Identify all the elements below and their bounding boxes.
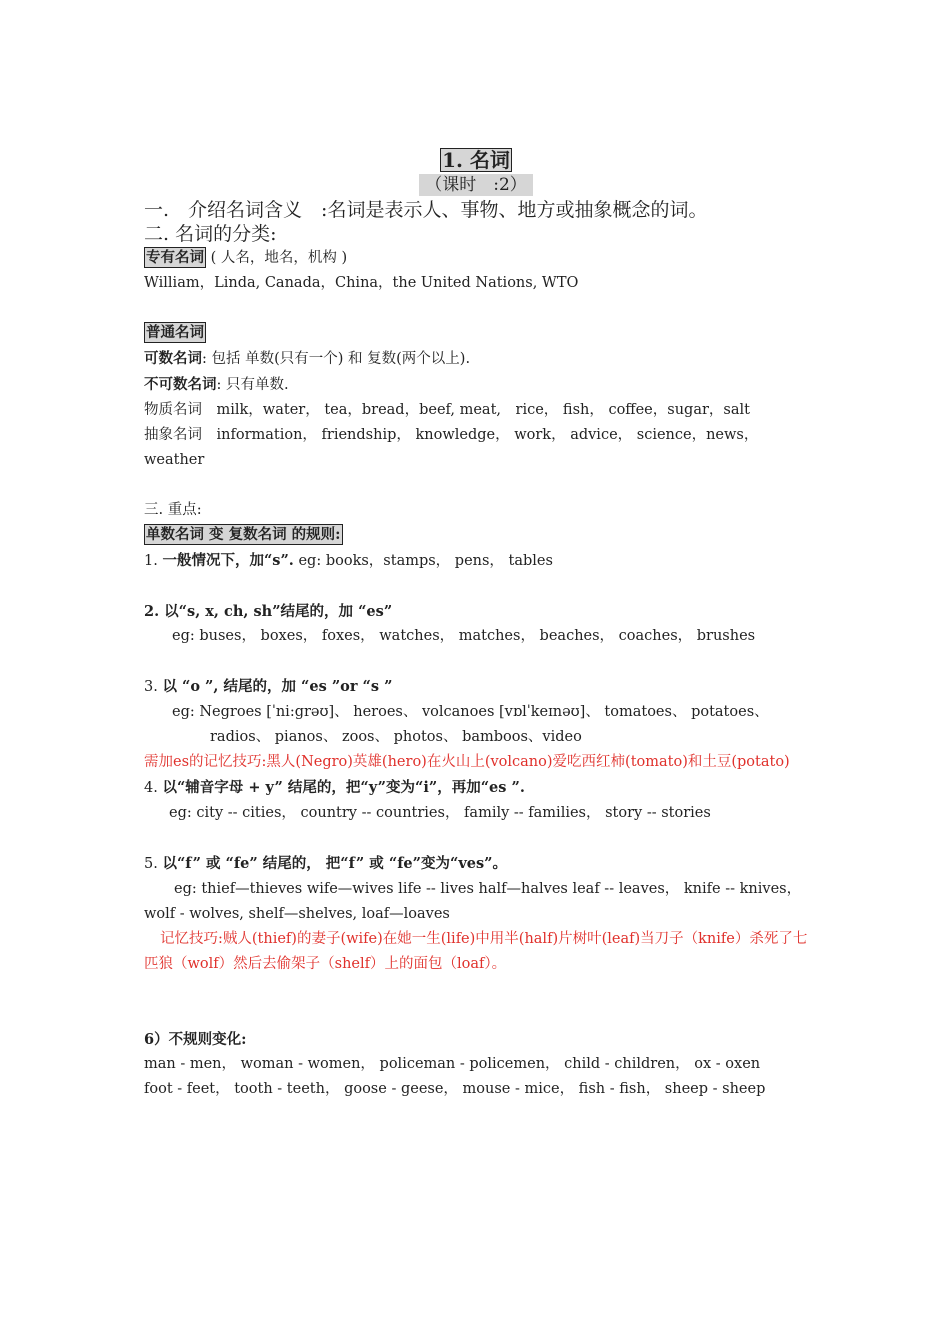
page-title: 1. 名词 <box>442 148 510 172</box>
rule-1-number: 1. <box>144 553 158 569</box>
rule-3-examples-2: radios、 pianos、 zoos、 photos、 bamboos、video <box>210 729 582 745</box>
rule-3-examples-1: eg: Negroes [ˈni:grəʊ]、 heroes、 volcanoes [vɒlˈkeɪnəʊ]、 tomatoes、 potatoes、 <box>172 704 769 720</box>
section-2-heading: 二. 名词的分类: <box>144 223 277 245</box>
rule-5-memory-tip: 记忆技巧:贼人(thief)的妻子(wife)在她一生(life)中用半(half)片树叶(leaf)当刀子（knife）杀死了七匹狼（wolf）然后去偷架子（shelf）上的面包（loaf）。 <box>144 931 808 972</box>
rule-6-examples-2: foot - feet， tooth - teeth， goose - geese， mouse - mice， fish - fish， sheep - sheep <box>144 1081 766 1097</box>
common-noun-row <box>144 321 808 346</box>
proper-noun-note: ( 人名，地名，机构 ) <box>210 250 348 266</box>
rule-1-examples: eg: books，stamps， pens， tables <box>298 553 553 569</box>
uncountable-row <box>144 372 808 398</box>
rule-3 <box>144 674 808 700</box>
rule-3-number: 3. <box>144 679 158 695</box>
title-row <box>144 148 808 174</box>
common-noun-label: 普通名词 <box>146 324 204 341</box>
page-subtitle: （课时 :2） <box>419 174 533 196</box>
rule-4-examples: eg: city -- cities， country -- countries， family -- families， story -- stories <box>169 805 711 821</box>
rule-5-head: 以“f” 或 “fe” 结尾的， 把“f” 或 “fe”变为“ves”。 <box>162 855 507 872</box>
rule-4-head: 以“辅音字母 + y” 结尾的，把“y”变为“i”，再加“es ”. <box>162 779 525 796</box>
rule-3-head: 以 “o ”, 结尾的，加 “es ”or “s ” <box>162 678 393 695</box>
subtitle-row <box>144 174 808 198</box>
rule-5-number: 5. <box>144 856 158 872</box>
rule-4 <box>144 775 808 801</box>
rules-heading: 单数名词 变 复数名词 的规则: <box>146 526 341 543</box>
document-page <box>144 148 808 1102</box>
rule-2-head: 2. 以“s, x, ch, sh”结尾的，加 “es” <box>144 603 393 620</box>
countable-label: 可数名词 <box>144 350 202 367</box>
rule-4-number: 4. <box>144 780 158 796</box>
rule-1-head: 一般情况下，加“s”. <box>162 552 294 569</box>
material-nouns: 物质名词 milk，water， tea，bread，beef, meat, rice， fish， coffee，sugar，salt <box>144 402 750 418</box>
rule-2-examples: eg: buses， boxes， foxes， watches， matches， beaches， coaches， brushes <box>172 628 756 644</box>
rule-3-memory-tip: 需加es的记忆技巧:黑人(Negro)英雄(hero)在火山上(volcano)爱吃西红柿(tomato)和土豆(potato) <box>144 754 790 770</box>
section-1-definition: 一. 介绍名词含义 :名词是表示人、事物、地方或抽象概念的词。 <box>144 199 708 221</box>
abstract-nouns: 抽象名词 information， friendship， knowledge， work， advice， science，news， weather <box>144 427 759 468</box>
rule-6-examples-1: man - men， woman - women， policeman - policemen， child - children， ox - oxen <box>144 1056 761 1072</box>
proper-noun-label: 专有名词 <box>146 249 204 266</box>
rule-1 <box>144 548 808 574</box>
rules-heading-row <box>144 523 808 548</box>
proper-noun-row <box>144 246 808 271</box>
section-3-heading: 三. 重点: <box>144 502 202 518</box>
countable-row <box>144 346 808 372</box>
rule-5 <box>144 851 808 877</box>
proper-noun-examples: William，Linda, Canada，China，the United Nations, WTO <box>144 275 579 291</box>
countable-text: : 包括 单数(只有一个) 和 复数(两个以上). <box>202 351 471 367</box>
rule-6-head: 6）不规则变化: <box>144 1031 247 1048</box>
uncountable-label: 不可数名词 <box>144 376 217 393</box>
rule-5-examples: eg: thief—thieves wife—wives life -- lives half—halves leaf -- leaves， knife -- knives，wolf - wolves, shelf—shelves, loaf—loaves <box>144 881 802 922</box>
uncountable-text: : 只有单数. <box>216 377 289 393</box>
